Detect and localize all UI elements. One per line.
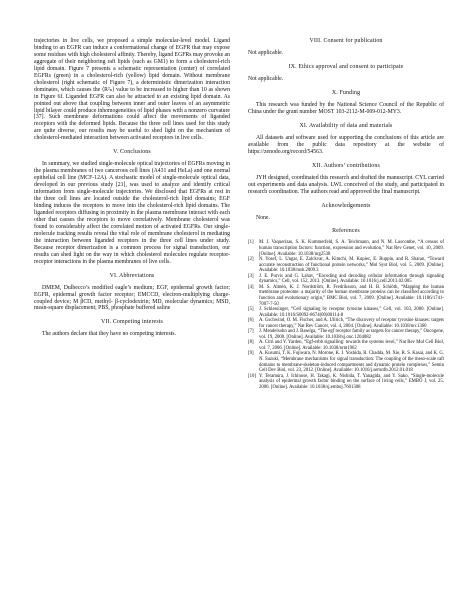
reference-number: [5]: [248, 307, 254, 313]
consent-heading: VIII. Consent for publication: [309, 38, 383, 44]
reference-text: A. Kusumi, T. K. Fujiwara, N. Morone, K. J. Yoshida, R. Chadda, M. Xie, R. S. Kasai, and K. G. N. Suzuki, “Membrane mechanisms for signal transduction: The coupling of the meso-scale raft domains to membrane-skeleton-induced compartments and dynamic protein complexes,” Semin Cell Dev Biol, vol. 23, 2012. [Online]. Available: 10.1016/j.semcdb.2012.01.018: [259, 351, 444, 374]
reference-item: [248, 307, 444, 318]
contributions-paragraph: JYH designed, coordinated this research and drafted the manuscript. CYL carried out experiments and data analysis. LWL conceived of the study, and participated in research coordination. The authors read and approved the final manuscript.: [248, 174, 444, 195]
availability-paragraph: All datasets and software used for supporting the conclusions of this article are available from the public data repository at the website of https://zenodo.org/record/54563.: [248, 134, 444, 155]
consent-paragraph: Not applicable.: [248, 50, 284, 56]
reference-number: [2]: [248, 257, 254, 263]
reference-text: M. S. Almén, K. J. Nordström, R. Fredriksson, and H. B. Schiöth, “Mapping the human membrane proteome: a majority of the human membrane proteins can be classified according to function and evolutionary origin,” BMC Biol, vol. 7, 2009. [Online]. Available: 10.1186/1741-7007-7-50: [259, 284, 444, 307]
reference-number: [8]: [248, 340, 254, 346]
conclusions-paragraph: In summary, we studied single-molecule optical trajectories of EGFRs moving in the plasma membranes of two cancerous cell lines (A431 and HeLa) and one normal epithelial cell line (MCF-12A). A stochastic model of single-molecule optical data, developed in our previous study [21], was used to analyze and identify critical information from single-molecule trajectories. We disclosed that EGFRs at rest in the three cell lines are located outside the cholesterol-rich lipid domains; EGF binding induces the receptors to move into the cholesterol-rich lipid domains. The liganded receptors diffusing in proximity in the plasma membrane interact with each other that causes the receptors to move correlatively. Membrane cholesterol was found to considerably affect the correlated motion of activated EGFRs. Our single-molecule tracking results reveal the vital role of membrane cholesterol in mediating the interaction between liganded receptors in the three cell lines under study. Because receptor dimerization is a common process for signal transduction, our results can shed light on the way in which cholesterol molecules regulate receptor-receptor interactions in the plasma membranes of live cells.: [34, 161, 230, 265]
funding-heading: X. Funding: [331, 89, 361, 96]
contributions-heading: XII. Authors’ contributions: [312, 162, 380, 169]
reference-item: [248, 329, 444, 340]
reference-item: [248, 285, 444, 307]
reference-text: J. Mendelsohn and J. Baselga, “The egf receptor family as targets for cancer therapy,” Oncogene, vol. 19, 2000. [Online]. Available: 10.1038/sj.onc.1204082: [259, 329, 444, 340]
acknowledgements-heading: Acknowledgements: [321, 202, 371, 209]
reference-item: [248, 257, 444, 274]
reference-item: [248, 240, 444, 257]
reference-number: [1]: [248, 240, 254, 246]
reference-text: A. Citri and Y. Yarden, “Egf-erbb signalling: towards the systems level,” Nat Rev Mol Cell Biol, vol. 7, 2006. [Online]. Available: 10.1038/nrm1962: [259, 340, 444, 351]
funding-paragraph: This research was funded by the National Science Council of the Republic of China under the grant number MOST 103-2112-M-009-012-MY3.: [248, 101, 444, 115]
reference-text: M. J. Vaquerizas, S. K. Kummerfeld, S. A. Teichmann, and N. M. Luscombe, “A census of human transcription factors: function, expression and evolution,” Nat Rev Genet, vol. 10, 2009. [Online]. Available: 10.1038/nrg2538: [259, 240, 444, 257]
competing-interests-paragraph: The authors declare that they have no competing interests.: [42, 331, 176, 338]
reference-text: J. Schlessinger, “Cell signaling by receptor tyrosine kinases,” Cell, vol. 103, 2000. [Online]. Available: 10.1016/S0092-8674(00)00114-8: [259, 307, 444, 318]
reference-number: [4]: [248, 284, 254, 290]
acknowledgements-paragraph: None.: [256, 214, 270, 221]
abbreviations-heading: VI. Abbreviations: [109, 272, 155, 279]
abbreviations-paragraph: DMEM, Dulbecco’s modified eagle’s medium; EGF, epidermal growth factor; EGFR, epidermal growth factor receptor; EMCCD, electron-multiplying charge-coupled device; M βCD, methyl- β-cyclodextrin; MD, molecular dynamics; MSD, mean-square displacement; PBS, phosphate buffered saline: [34, 284, 230, 312]
ethics-heading: IX. Ethics approval and consent to participate: [288, 63, 404, 70]
availability-heading: XI. Availability of data and materials: [299, 122, 393, 129]
reference-text: J. E. Purvis and G. Lahav, “Encoding and decoding cellular information through signaling dynamics,” Cell, vol. 152, 2013. [Online]. Available: 10.1016/j.cell.2013.02.005: [259, 273, 444, 285]
reference-item: [248, 351, 444, 373]
left-column: [34, 38, 230, 338]
reference-number: [10]: [248, 373, 256, 379]
reference-number: [3]: [248, 273, 254, 279]
reference-item: [248, 374, 444, 391]
reference-item: [248, 274, 444, 285]
reference-item: [248, 318, 444, 329]
reference-number: [6]: [248, 318, 254, 324]
conclusions-heading: V. Conclusions: [113, 149, 151, 156]
reference-text: A. Gschwind, O. M. Fischer, and A. Ullrich, “The discovery of receptor tyrosine kinases: targets for cancer therapy,” Nat Rev Cancer, vol. 4, 2004. [Online]. Available: 10.1038/nrc1360: [259, 318, 444, 329]
intro-paragraph: trajectories in live cells, we proposed a simple molecular-level model. Ligand binding to an EGFR can induce a conformational change of EGFR that may expose some residues with high cholesterol affinity. Thereby, ligand EGFRs may provoke an aggregate of their neighboring raft lipids (such as GM1) to form a cholesterol-rich lipid domain. Figure 7 presents a schematic representation (center) of correlated EGFRs (green) in a cholesterol-rich (yellow) lipid domain. Without membrane cholesterol (right schematic of Figure 7), a deterministic dimerization interaction dominates, which causes the ⟨R²ₙ⟩ value to be increased to higher than 10 as shown in Figure 6f. Liganded EGFR can also be attracted to an existing lipid domain. As pointed out above that coupling between inner and outer leaves of an asymmetric lipid bilayer could produce inhomogeneities of lipid phases with a nonzero curvature [37]. Such membrane deformations could affect the movements of liganded receptors with the deformed lipids. Because the three cell lines used for this study are quite diverse, our results may be useful to shed light on the mechanism of cholesterol-mediated interaction between activated receptors in live cells.: [34, 38, 230, 142]
reference-list: [248, 240, 444, 390]
competing-interests-heading: VII. Competing interests: [100, 319, 163, 326]
ethics-paragraph: Not applicable.: [248, 75, 284, 82]
reference-item: [248, 340, 444, 351]
references-heading: References: [332, 228, 360, 235]
reference-number: [7]: [248, 329, 254, 335]
right-column: [248, 38, 444, 390]
reference-text: N. Yosef, L. Ungar, E. Zalckvar, A. Kimchi, M. Kupiec, E. Ruppin, and R. Sharan, “Toward accurate reconstruction of functional protein networks,” Mol Syst Biol, vol. 5, 2009. [Online]. Available: 10.1038/msb.2009.3: [259, 257, 444, 274]
reference-number: [9]: [248, 351, 254, 357]
reference-text: Y. Teramura, J. Ichinose, H. Takagi, K. Nishida, T. Yanagida, and Y. Sako, “Single-molecule analysis of epidermal growth factor binding on the surface of living cells,” EMBO J, vol. 25, 2006. [Online]. Available: 10.1038/sj.emboj.7601308: [259, 373, 444, 390]
